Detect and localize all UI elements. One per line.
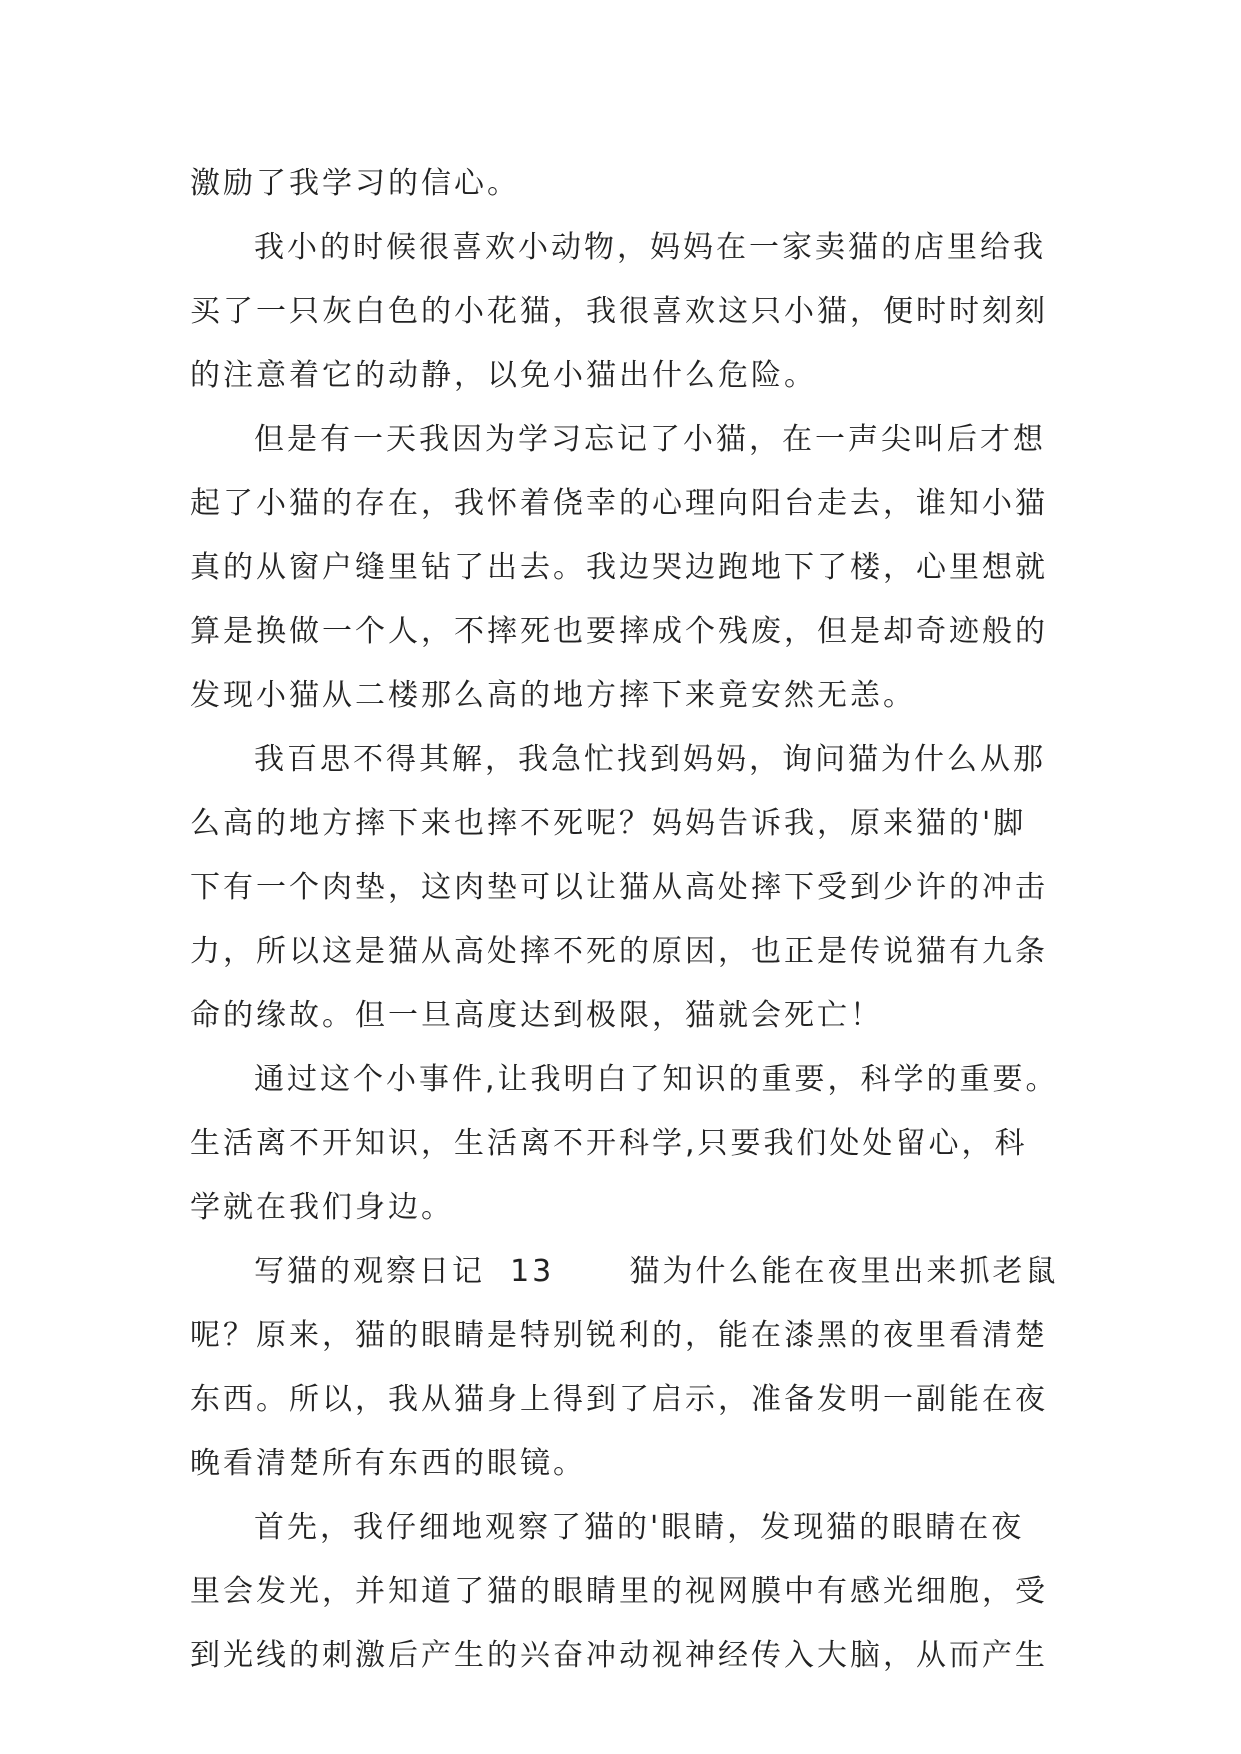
paragraph-first-line: 我小的时候很喜欢小动物，妈妈在一家卖猫的店里给我 — [254, 230, 1046, 265]
section-heading-line: 写猫的观察日记 13 猫为什么能在夜里出来抓老鼠 — [254, 1254, 1059, 1289]
text-line: 生活离不开知识，生活离不开科学,只要我们处处留心，科 — [190, 1126, 1028, 1161]
text-line: 激励了我学习的信心。 — [190, 166, 520, 201]
paragraph-first-line: 通过这个小事件,让我明白了知识的重要，科学的重要。 — [254, 1062, 1059, 1097]
paragraph-first-line: 但是有一天我因为学习忘记了小猫，在一声尖叫后才想 — [254, 422, 1046, 457]
text-line: 发现小猫从二楼那么高的地方摔下来竟安然无恙。 — [190, 678, 916, 713]
text-line: 么高的地方摔下来也摔不死呢？妈妈告诉我，原来猫的'脚 — [190, 806, 1027, 841]
document-body — [190, 152, 1070, 1688]
text-line: 命的缘故。但一旦高度达到极限，猫就会死亡！ — [190, 998, 883, 1033]
text-line: 里会发光，并知道了猫的眼睛里的视网膜中有感光细胞，受 — [190, 1574, 1048, 1609]
text-line: 呢？原来，猫的眼睛是特别锐利的，能在漆黑的夜里看清楚 — [190, 1318, 1048, 1353]
text-line: 算是换做一个人，不摔死也要摔成个残废，但是却奇迹般的 — [190, 614, 1048, 649]
text-line: 到光线的刺激后产生的兴奋冲动视神经传入大脑，从而产生 — [190, 1638, 1048, 1673]
text-line: 真的从窗户缝里钻了出去。我边哭边跑地下了楼，心里想就 — [190, 550, 1048, 585]
text-line: 力，所以这是猫从高处摔不死的原因，也正是传说猫有九条 — [190, 934, 1048, 969]
text-line: 下有一个肉垫，这肉垫可以让猫从高处摔下受到少许的冲击 — [190, 870, 1048, 905]
text-line: 买了一只灰白色的小花猫，我很喜欢这只小猫，便时时刻刻 — [190, 294, 1048, 329]
text-line: 东西。所以，我从猫身上得到了启示，准备发明一副能在夜 — [190, 1382, 1048, 1417]
paragraph-first-line: 我百思不得其解，我急忙找到妈妈，询问猫为什么从那 — [254, 742, 1046, 777]
text-line: 晚看清楚所有东西的眼镜。 — [190, 1446, 586, 1481]
text-line: 起了小猫的存在，我怀着侥幸的心理向阳台走去，谁知小猫 — [190, 486, 1048, 521]
paragraph-first-line: 首先，我仔细地观察了猫的'眼睛，发现猫的眼睛在夜 — [254, 1510, 1025, 1545]
text-line: 的注意着它的动静，以免小猫出什么危险。 — [190, 358, 817, 393]
text-line: 学就在我们身边。 — [190, 1190, 454, 1225]
